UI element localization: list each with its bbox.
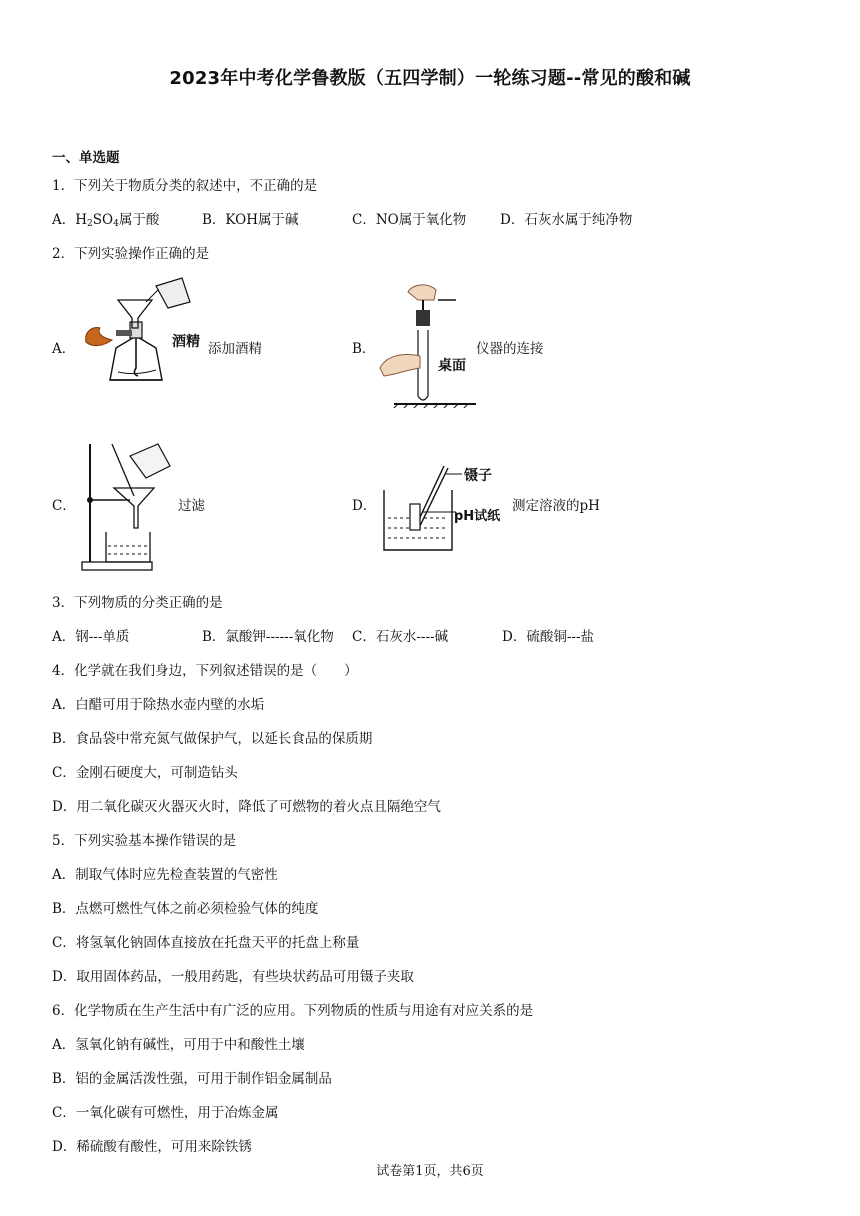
tweezers-label: 镊子 (464, 468, 492, 484)
q1-option-c: C．NO属于氧化物 (352, 212, 467, 228)
q2-option-a-text: 添加酒精 (208, 341, 262, 357)
q5-option-d: D．取用固体药品，一般用药匙，有些块状药品可用镊子夹取 (52, 969, 414, 985)
ph-paper-label: pH试纸 (454, 509, 501, 524)
q1-option-a: A．$H_2SO_4$属于酸 (52, 212, 160, 229)
q2-option-b-text: 仪器的连接 (476, 341, 544, 357)
question-3-stem: 3．下列物质的分类正确的是 (52, 595, 223, 611)
alcohol-label: 酒精 (172, 334, 200, 350)
q3-option-a: A．钢---单质 (52, 629, 130, 645)
q2-option-b-letter: B． (352, 341, 376, 357)
q2-option-a-letter: A． (52, 341, 76, 357)
q6-option-c: C．一氧化碳有可燃性，用于冶炼金属 (52, 1105, 279, 1121)
q2-option-d-letter: D． (352, 498, 377, 514)
q2-option-c-letter: C． (52, 498, 76, 514)
q3-option-b: B．氯酸钾------氧化物 (202, 629, 334, 645)
q4-option-d: D．用二氧化碳灭火器灭火时，降低了可燃物的着火点且隔绝空气 (52, 799, 441, 815)
q1-option-b: B．KOH属于碱 (202, 212, 299, 228)
q2-option-c-text: 过滤 (178, 498, 205, 514)
question-1-stem: 1．下列关于物质分类的叙述中，不正确的是 (52, 178, 318, 194)
q1-option-d: D．石灰水属于纯净物 (500, 212, 633, 228)
q4-option-a: A．白醋可用于除热水壶内壁的水垢 (52, 697, 265, 713)
question-2-stem: 2．下列实验操作正确的是 (52, 246, 210, 262)
q2-option-d-text: 测定溶液的pH (512, 498, 600, 514)
q6-option-d: D．稀硫酸有酸性，可用来除铁锈 (52, 1139, 252, 1155)
q3-option-c: C．石灰水----碱 (352, 629, 449, 645)
ph-measurement-figure (378, 460, 508, 560)
instrument-connection-figure (378, 276, 482, 408)
q4-option-b: B．食品袋中常充氮气做保护气，以延长食品的保质期 (52, 731, 373, 747)
desk-label: 桌面 (438, 358, 466, 374)
q4-option-c: C．金刚石硬度大，可制造钻头 (52, 765, 238, 781)
q5-option-a: A．制取气体时应先检查装置的气密性 (52, 867, 278, 883)
question-5-stem: 5．下列实验基本操作错误的是 (52, 833, 237, 849)
page-title: 2023年中考化学鲁教版（五四学制）一轮练习题--常见的酸和碱 (169, 68, 691, 89)
alcohol-lamp-figure (78, 276, 208, 388)
q5-option-b: B．点燃可燃性气体之前必须检验气体的纯度 (52, 901, 319, 917)
q3-option-d: D．硫酸铜---盐 (502, 629, 595, 645)
q6-option-b: B．铝的金属活泼性强，可用于制作铝金属制品 (52, 1071, 332, 1087)
page-footer: 试卷第1页，共6页 (376, 1164, 484, 1179)
section-heading: 一、单选题 (52, 150, 120, 166)
filtration-figure (78, 436, 178, 576)
q6-option-a: A．氢氧化钠有碱性，可用于中和酸性土壤 (52, 1037, 305, 1053)
question-4-stem: 4．化学就在我们身边，下列叙述错误的是（ ） (52, 663, 358, 679)
q5-option-c: C．将氢氧化钠固体直接放在托盘天平的托盘上称量 (52, 935, 360, 951)
question-6-stem: 6．化学物质在生产生活中有广泛的应用。下列物质的性质与用途有对应关系的是 (52, 1003, 534, 1019)
